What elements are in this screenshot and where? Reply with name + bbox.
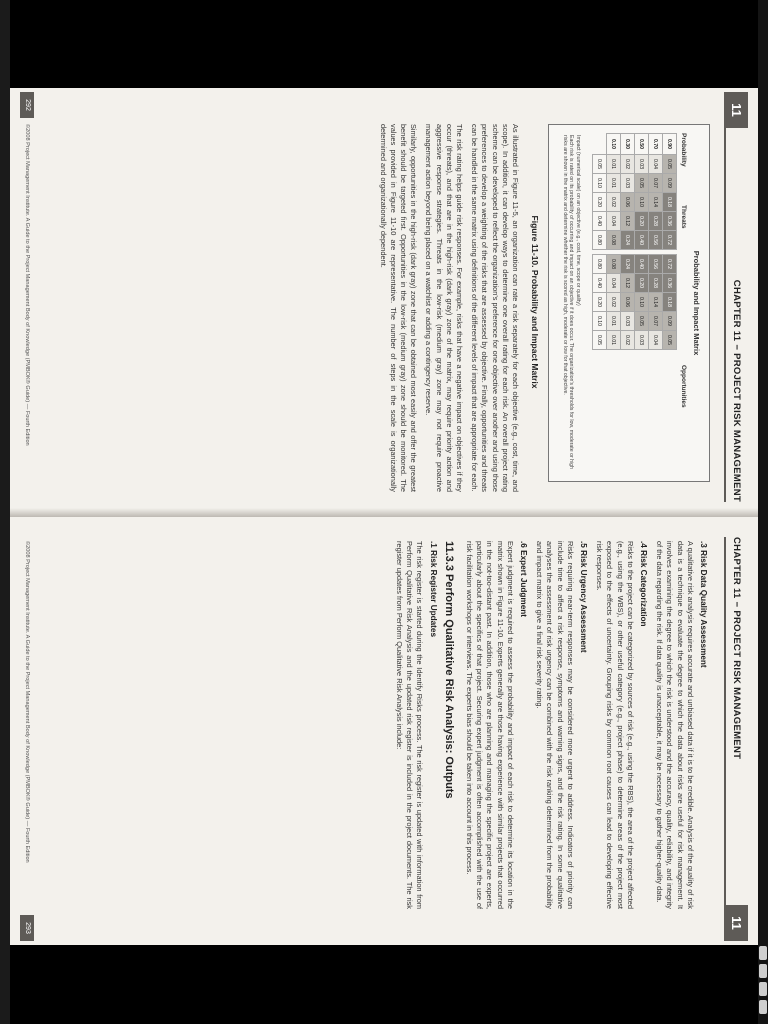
opportunity-cell: 0.06: [621, 293, 635, 312]
opportunity-cell: 0.04: [649, 331, 663, 350]
viewer-control-button-4[interactable]: [759, 1000, 767, 1014]
matrix-row: [649, 134, 663, 350]
threat-cell: 0.09: [663, 174, 677, 193]
threat-cell: 0.08: [607, 231, 621, 250]
viewer-left-edge: [0, 0, 10, 1024]
chapter-title: CHAPTER 11 − PROJECT RISK MANAGEMENT: [731, 279, 742, 502]
paragraph: As illustrated in Figure 11-5, an organization can rate a risk separately for each objective (e.g., cost, time, and scope). In addition, it can develop ways to determine one overall rating for each risk. An overall project rating scheme can be developed to reflect the organization's preference for one objective over another and using those preferences to develop a weighting of the risks that are assessed by objective. Finally, opportunities and threats can be handled in the same matrix using definitions of the different levels of impact that are appropriate for each.: [470, 124, 520, 492]
probability-cell: 0.70: [649, 134, 663, 155]
section-text: Risks to the project can be categorized by sources of risk (e.g., using the RBS), the area of the project affected (e.g., using the WBS), or other useful category (e.g., project phase) to determine areas of the project most exposed to the effects of uncertainty. Grouping risks by common root causes can lead to developing effective risk responses.: [595, 541, 635, 909]
opportunity-cell: 0.36: [663, 274, 677, 293]
opportunity-cell: 0.05: [635, 312, 649, 331]
outputs-text: The risk register is started during the Identify Risks process. The risk register is updated with information from Perform Qualitative Risk Analysis and the updated risk register is included in the project documents. The risk register updates from Perform Qualitative Risk Analysis include:: [394, 541, 425, 909]
impact-row: [593, 134, 607, 350]
matrix-table: [592, 133, 677, 350]
impact-value: 0.40: [593, 212, 607, 231]
section-risk-categorization: [594, 541, 648, 909]
threat-cell: 0.01: [607, 174, 621, 193]
right-page-header: [728, 517, 748, 945]
impact-value: 0.40: [593, 274, 607, 293]
probability-impact-matrix: [548, 124, 710, 482]
impact-value: 0.20: [593, 293, 607, 312]
threats-label: Threats: [680, 205, 687, 229]
matrix-note-text: Each risk is rated on its probability of occurring and impact on an objective if it does occur. The organization's thresholds for low, moderate or high risks are shown in the matrix and determine whether the risk is scored as high, moderate or low for that objective.: [562, 135, 575, 469]
opportunity-cell: 0.24: [621, 255, 635, 274]
impact-value: 0.80: [593, 231, 607, 250]
opportunity-cell: 0.01: [607, 331, 621, 350]
threat-cell: 0.06: [621, 193, 635, 212]
section-heading: .3 Risk Data Quality Assessment: [699, 541, 708, 668]
matrix-row: [635, 134, 649, 350]
left-page-header: [728, 88, 748, 516]
threat-cell: 0.28: [649, 212, 663, 231]
threat-cell: 0.40: [635, 231, 649, 250]
threat-cell: 0.03: [621, 174, 635, 193]
threat-cell: 0.72: [663, 231, 677, 250]
opportunity-cell: 0.08: [607, 255, 621, 274]
right-page: [10, 517, 758, 945]
opportunity-cell: 0.14: [649, 293, 663, 312]
opportunity-cell: 0.03: [635, 331, 649, 350]
probability-cell: 0.10: [607, 134, 621, 155]
section-text: Expert judgment is required to assess the probability and impact of each risk to determine its location in the matrix shown in Figure 11-10. Experts generally are those having experience with similar projects that occurred in the not-too-distant past. In addition, those who are planning and managing the specific project are experts, particularly about the specifics of that project. Securing expert judgment is often accomplished with the use of risk facilitation workshops or interviews. The experts bias should be taken into account in this process.: [464, 541, 515, 909]
threat-cell: 0.14: [649, 193, 663, 212]
matrix-row: [607, 134, 621, 350]
viewer-right-edge: [758, 0, 768, 1024]
threat-cell: 0.20: [635, 212, 649, 231]
threat-cell: 0.24: [621, 231, 635, 250]
chapter-title: CHAPTER 11 − PROJECT RISK MANAGEMENT: [731, 537, 742, 760]
threat-cell: 0.04: [649, 155, 663, 174]
viewer-control-button-1[interactable]: [759, 946, 767, 960]
probability-label: Probability: [680, 133, 687, 167]
section-heading: .6 Expert Judgment: [518, 541, 528, 617]
figure-caption: Figure 11-10. Probability and Impact Matrix: [530, 215, 540, 389]
matrix-row: [663, 134, 677, 350]
impact-value: 0.10: [593, 174, 607, 193]
left-footer: ©2008 Project Management Institute. A Guide to the Project Management Body of Knowledge (PMBOK® Guide) — Fourth Edition: [24, 124, 30, 446]
threat-cell: 0.01: [607, 155, 621, 174]
header-rule: [724, 128, 726, 502]
page-number: 293: [20, 915, 34, 941]
probability-cell: 0.90: [663, 134, 677, 155]
section-heading: .4 Risk Categorization: [638, 541, 648, 627]
opportunity-cell: 0.07: [649, 312, 663, 331]
section-text: Risks requiring near-term responses may be considered more urgent to address. Indicators of priority can include time to affect a risk response, symptoms and warning signs, and the risk rating. In some qualitative analyses the assessment of risk urgency can be combined with the risk ranking determined from the probability and impact matrix to give a final risk severity rating.: [535, 541, 575, 909]
matrix-title: Probability and Impact Matrix: [692, 250, 701, 356]
right-footer: ©2008 Project Management Institute. A Guide to the Project Management Body of Knowledge (PMBOK® Guide) — Fourth Edition: [24, 541, 30, 863]
opportunity-cell: 0.56: [649, 255, 663, 274]
opportunities-label: Opportunities: [680, 365, 687, 408]
probability-cell: 0.30: [621, 134, 635, 155]
threat-cell: 0.18: [663, 193, 677, 212]
probability-cell: 0.50: [635, 134, 649, 155]
section-expert-judgment: [464, 541, 528, 909]
left-page-body: [372, 124, 520, 492]
viewer-control-button-3[interactable]: [759, 982, 767, 996]
section-heading: .5 Risk Urgency Assessment: [578, 541, 588, 653]
threat-cell: 0.04: [607, 212, 621, 231]
viewer-control-button-2[interactable]: [759, 964, 767, 978]
impact-value: 0.05: [593, 155, 607, 174]
opportunity-cell: 0.72: [663, 255, 677, 274]
threat-cell: 0.36: [663, 212, 677, 231]
impact-value: 0.80: [593, 255, 607, 274]
right-page-body: [389, 541, 714, 909]
threat-cell: 0.12: [621, 212, 635, 231]
threat-cell: 0.05: [663, 155, 677, 174]
header-rule: [724, 537, 726, 905]
threat-cell: 0.05: [635, 174, 649, 193]
threat-cell: 0.07: [649, 174, 663, 193]
threat-cell: 0.03: [635, 155, 649, 174]
threat-cell: 0.02: [621, 155, 635, 174]
impact-value: 0.05: [593, 331, 607, 350]
threat-cell: 0.10: [635, 193, 649, 212]
paragraph: Similarly, opportunities in the high-risk (dark gray) zone that can be obtained most easily and offer the greatest benefit should be targeted first. Opportunities in the low-risk (medium gray) zone should be monitored. The values provided in Figure 11-10 are representative. The number of steps in the scale is organizationally determined and organizationally dependent.: [378, 124, 419, 492]
left-page: [10, 88, 758, 516]
opportunity-cell: 0.18: [663, 293, 677, 312]
section-risk-urgency: [534, 541, 588, 909]
section-risk-data-quality: [654, 541, 708, 909]
opportunity-cell: 0.20: [635, 274, 649, 293]
paragraph: The risk rating helps guide risk responses. For example, risks that have a negative impact on objectives if they occur (threats), and that are in the high-risk (dark gray) zone of the matrix, may require priority action and aggressive response strategies. Threats in the low-risk (medium gray) zone may not require proactive management action beyond being placed on a watchlist or adding a contingency reserve.: [424, 124, 464, 492]
matrix-note: [562, 135, 582, 471]
scanned-book-spread: [10, 88, 758, 945]
page-number: 292: [20, 92, 34, 118]
threat-cell: 0.02: [607, 193, 621, 212]
opportunity-cell: 0.02: [621, 331, 635, 350]
opportunity-cell: 0.09: [663, 312, 677, 331]
opportunity-cell: 0.40: [635, 255, 649, 274]
impact-caption: Impact (numerical scale) on an objective (e.g., cost, time, scope or quality): [575, 135, 581, 306]
opportunity-cell: 0.04: [607, 274, 621, 293]
matrix-row: [621, 134, 635, 350]
opportunity-cell: 0.01: [607, 312, 621, 331]
outputs-subheading: .1 Risk Register Updates: [428, 541, 438, 638]
opportunity-cell: 0.10: [635, 293, 649, 312]
opportunity-cell: 0.12: [621, 274, 635, 293]
outputs-heading: 11.3.3 Perform Qualitative Risk Analysis: Outputs: [442, 541, 455, 799]
section-text: A qualitative risk analysis requires accurate and unbiased data if it is to be credible. Analysis of the quality of risk data is a technique to evaluate the degree to which the data about risks are useful for risk management. It involves examining the degree to which the risk is understood and the accuracy, quality, reliability, and integrity of the data regarding the risk. If data quality is unacceptable, it may be necessary to gather higher-quality data.: [655, 541, 695, 909]
chapter-tab: 11: [724, 92, 748, 128]
threat-cell: 0.56: [649, 231, 663, 250]
opportunity-cell: 0.05: [663, 331, 677, 350]
impact-row-spacer: [593, 134, 607, 155]
impact-value: 0.10: [593, 312, 607, 331]
opportunity-cell: 0.28: [649, 274, 663, 293]
chapter-tab: 11: [724, 905, 748, 941]
opportunity-cell: 0.02: [607, 293, 621, 312]
opportunity-cell: 0.03: [621, 312, 635, 331]
rotated-spread: [10, 88, 758, 945]
impact-value: 0.20: [593, 193, 607, 212]
